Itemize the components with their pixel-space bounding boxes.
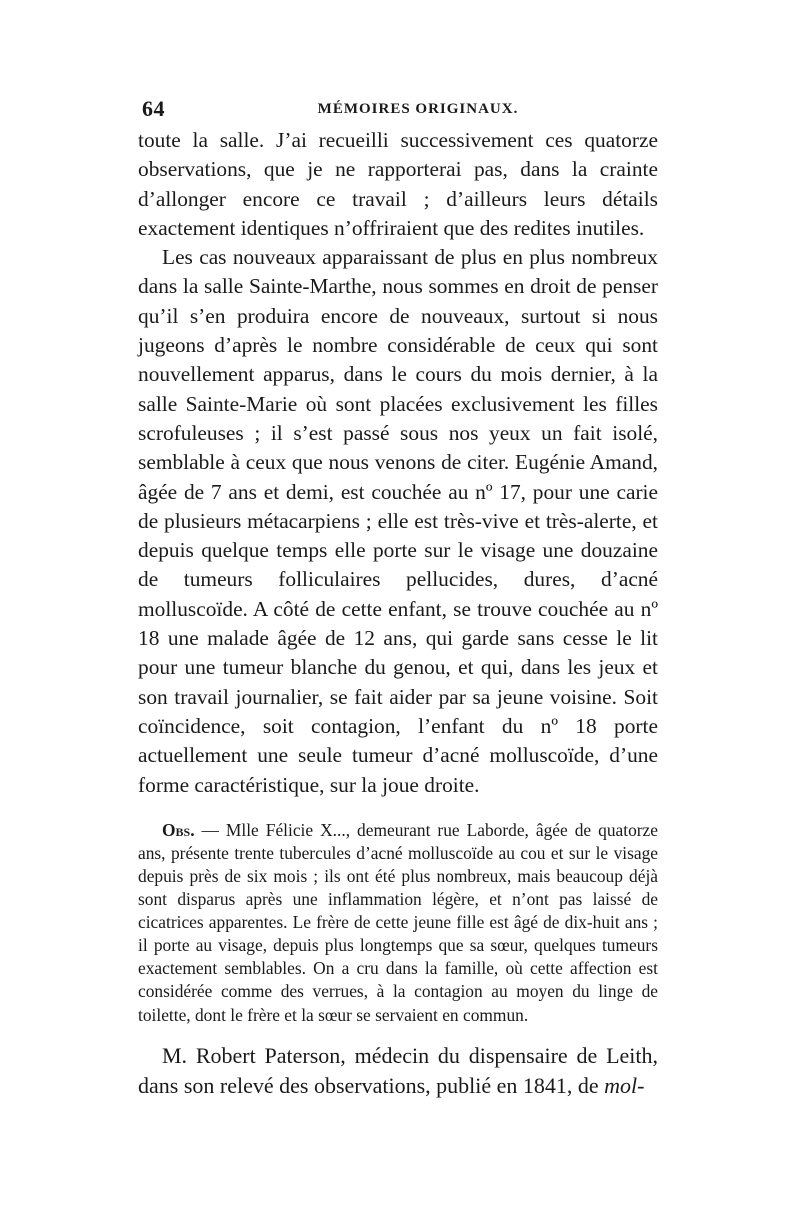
page-number: 64	[142, 96, 165, 121]
document-page	[138, 96, 658, 1101]
paragraph-paterson	[138, 1041, 658, 1101]
running-head	[138, 96, 658, 126]
observation-label: Obs.	[162, 819, 195, 840]
body-text	[138, 126, 658, 800]
observation-block	[138, 819, 658, 1027]
paragraph-paterson-italic: mol-	[604, 1072, 645, 1098]
paragraph-paterson-text: M. Robert Paterson, médecin du dispensaire de Leith, dans son relevé des observations, publié en 1841, de	[138, 1042, 658, 1098]
paragraph-continuation: toute la salle. J’ai recueilli successivement ces quatorze observations, que je ne rapporterai pas, dans la crainte d’allonger encore ce travail ; d’ailleurs leurs détails exactement identiques n’offriraient que des redites inutiles.	[138, 128, 658, 240]
observation-text: — Mlle Félicie X..., demeurant rue Laborde, âgée de quatorze ans, présente trente tubercules d’acné molluscoïde au cou et sur le visage depuis près de six mois ; ils ont été plus nombreux, mais beaucoup déjà sont disparus après une inflammation légère, et n’ont pas laissé de cicatrices apparentes. Le frère de cette jeune fille est âgé de dix-huit ans ; il porte au visage, depuis plus longtemps que sa sœur, quelques tumeurs exactement semblables. On a cru dans la famille, où cette affection est considérée comme des verrues, à la contagion au moyen du linge de toilette, dont le frère et la sœur se servaient en commun.	[138, 819, 658, 1025]
header-title: MÉMOIRES ORIGINAUX.	[317, 101, 519, 117]
final-paragraph-block	[138, 1041, 658, 1101]
observation-paragraph	[138, 819, 658, 1027]
paragraph-cases: Les cas nouveaux apparaissant de plus en plus nombreux dans la salle Sainte-Marthe, nous sommes en droit de penser qu’il s’en produira encore de nouveaux, surtout si nous jugeons d’après le nombre considérable de ceux qui sont nouvellement apparus, dans le cours du mois dernier, à la salle Sainte-Marie où sont placées exclusivement les filles scrofuleuses ; il s’est passé sous nos yeux un fait isolé, semblable à ceux que nous venons de citer. Eugénie Amand, âgée de 7 ans et demi, est couchée au nº 17, pour une carie de plusieurs métacarpiens ; elle est très-vive et très-alerte, et depuis quelque temps elle porte sur le visage une douzaine de tumeurs folliculaires pellucides, dures, d’acné molluscoïde. A côté de cette enfant, se trouve couchée au nº 18 une malade âgée de 12 ans, qui garde sans cesse le lit pour une tumeur blanche du genou, et qui, dans les jeux et son travail journalier, se fait aider par sa jeune voisine. Soit coïncidence, soit contagion, l’enfant du nº 18 porte actuellement une seule tumeur d’acné molluscoïde, d’une forme caractéristique, sur la joue droite.	[138, 245, 658, 797]
